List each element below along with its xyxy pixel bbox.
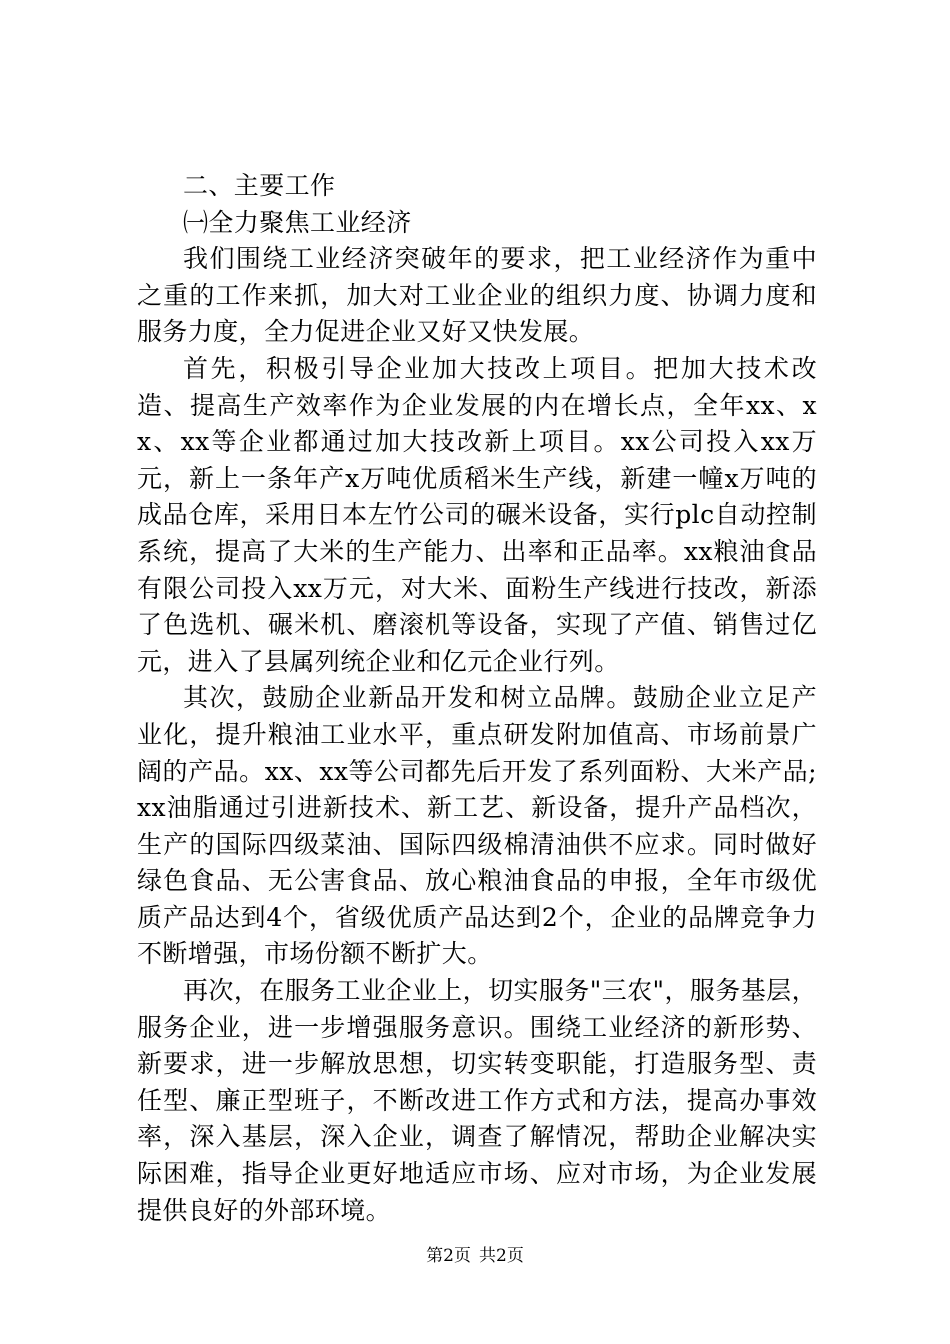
paragraph-new-products: 其次，鼓励企业新品开发和树立品牌。鼓励企业立足产业化，提升粮油工业水平，重点研发附加值高、市场前景广阔的产品。xx、xx等公司都先后开发了系列面粉、大米产品;xx油脂通过引进新技术、新工艺、新设备，提升产品档次，生产的国际四级菜油、国际四级棉清油供不应求。同时做好绿色食品、无公害食品、放心粮油食品的申报，全年市级优质产品达到4个，省级优质产品达到2个，企业的品牌竞争力不断增强，市场份额不断扩大。: [137, 683, 817, 969]
paragraph-services: 再次，在服务工业企业上，切实服务"三农"，服务基层，服务企业，进一步增强服务意识。围绕工业经济的新形势、新要求，进一步解放思想，切实转变职能，打造服务型、责任型、廉正型班子，不断改进工作方式和方法，提高办事效率，深入基层，深入企业，调查了解情况，帮助企业解决实际困难，指导企业更好地适应市场、应对市场，为企业发展提供良好的外部环境。: [137, 976, 817, 1225]
section-heading: 二、主要工作: [183, 171, 336, 200]
page-footer: [0, 1246, 950, 1266]
paragraph-tech-upgrade: 首先，积极引导企业加大技改上项目。把加大技术改造、提高生产效率作为企业发展的内在增长点，全年xx、xx、xx等企业都通过加大技改新上项目。xx公司投入xx万元，新上一条年产x万吨优质稻米生产线，新建一幢x万吨的成品仓库，采用日本左竹公司的碾米设备，实行plc自动控制系统，提高了大米的生产能力、出率和正品率。xx粮油食品有限公司投入xx万元，对大米、面粉生产线进行技改，新添了色选机、碾米机、磨滚机等设备，实现了产值、销售过亿元，进入了县属列统企业和亿元企业行列。: [137, 353, 817, 676]
page-number: 第2页: [426, 1246, 471, 1266]
document-body: [137, 168, 817, 1229]
subsection-heading: ㈠全力聚焦工业经济: [183, 207, 412, 237]
page-total: 共2页: [479, 1246, 524, 1266]
paragraph-intro: 我们围绕工业经济突破年的要求，把工业经济作为重中之重的工作来抓，加大对工业企业的组织力度、协调力度和服务力度，全力促进企业又好又快发展。: [137, 244, 817, 347]
